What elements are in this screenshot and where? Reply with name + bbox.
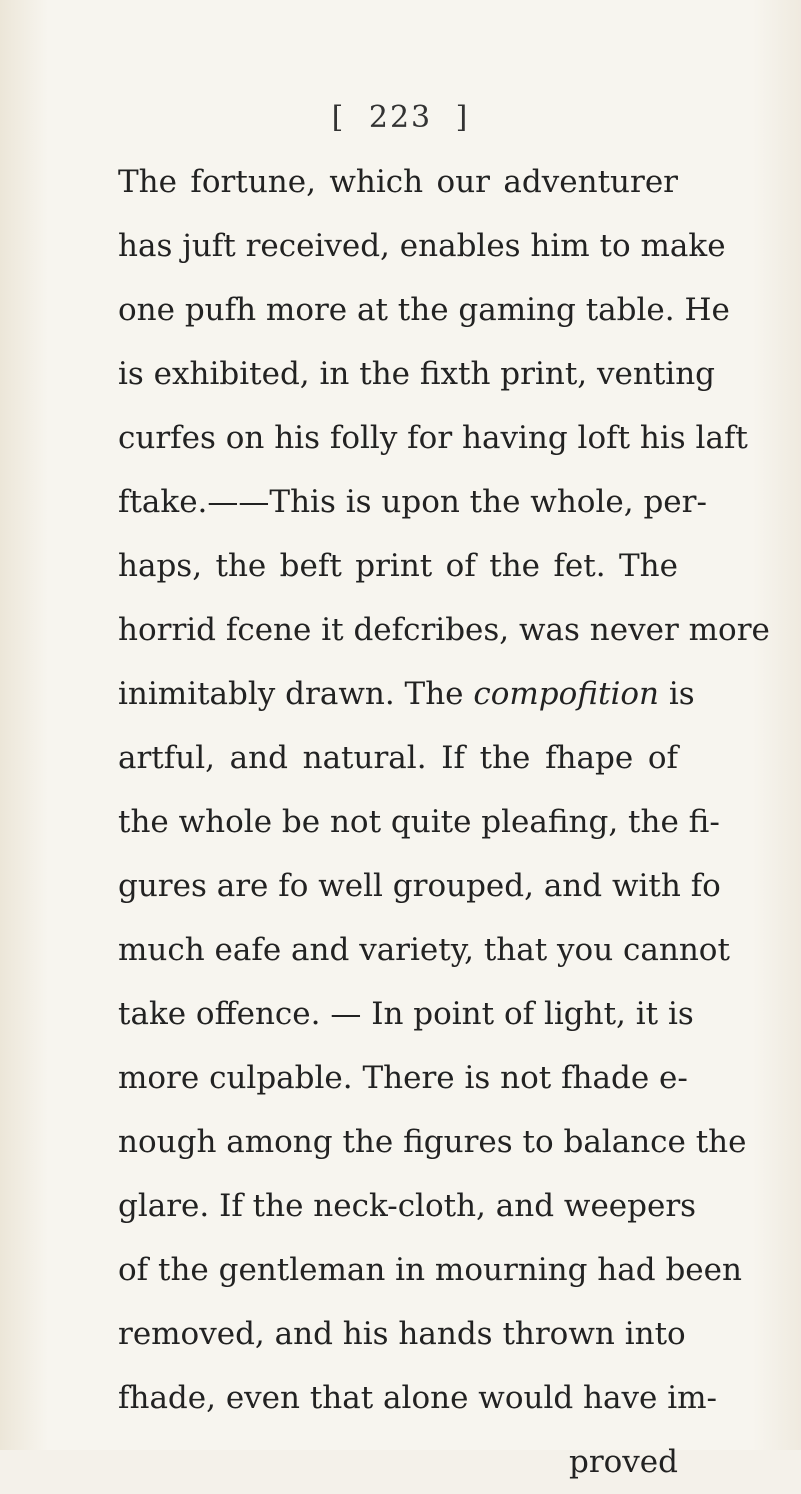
text-line: The fortune, which our adventurer — [118, 164, 678, 200]
text-line: the whole be not quite pleafing, the fi- — [118, 804, 720, 840]
text-line: take offence. — In point of light, it is — [118, 996, 694, 1032]
text-line: artful, and natural. If the fhape of — [118, 740, 678, 776]
bracket-open: [ — [331, 100, 346, 135]
text-line: gures are fo well grouped, and with fo — [118, 868, 721, 904]
text-line: removed, and his hands thrown into — [118, 1316, 686, 1352]
text-line: one pufh more at the gaming table. He — [118, 292, 730, 328]
text-line: much eafe and variety, that you cannot — [118, 932, 730, 968]
text-line: glare. If the neck-cloth, and weepers — [118, 1188, 697, 1224]
text-line: nough among the figures to balance the — [118, 1124, 747, 1160]
page-header — [0, 100, 801, 135]
text-line: is exhibited, in the fixth print, venting — [118, 356, 716, 392]
text-line: ftake.——This is upon the whole, per- — [118, 484, 707, 520]
text-line: of the gentleman in mourning had been — [118, 1252, 742, 1288]
page-number: 223 — [368, 100, 433, 135]
text-line: more culpable. There is not fhade e- — [118, 1060, 688, 1096]
text-line: haps, the beft print of the fet. The — [118, 548, 678, 584]
italic-word: compofition — [473, 676, 659, 712]
text-line: fhade, even that alone would have im- — [118, 1380, 718, 1416]
text-line: has juft received, enables him to make — [118, 228, 726, 264]
bracket-close: ] — [455, 100, 470, 135]
body-text — [118, 150, 770, 1494]
catchword: proved — [568, 1444, 678, 1480]
text-line: inimitably drawn. The compofition is — [118, 676, 695, 712]
text-line: horrid fcene it defcribes, was never more — [118, 612, 770, 648]
text-line: curfes on his folly for having loft his laft — [118, 420, 748, 456]
